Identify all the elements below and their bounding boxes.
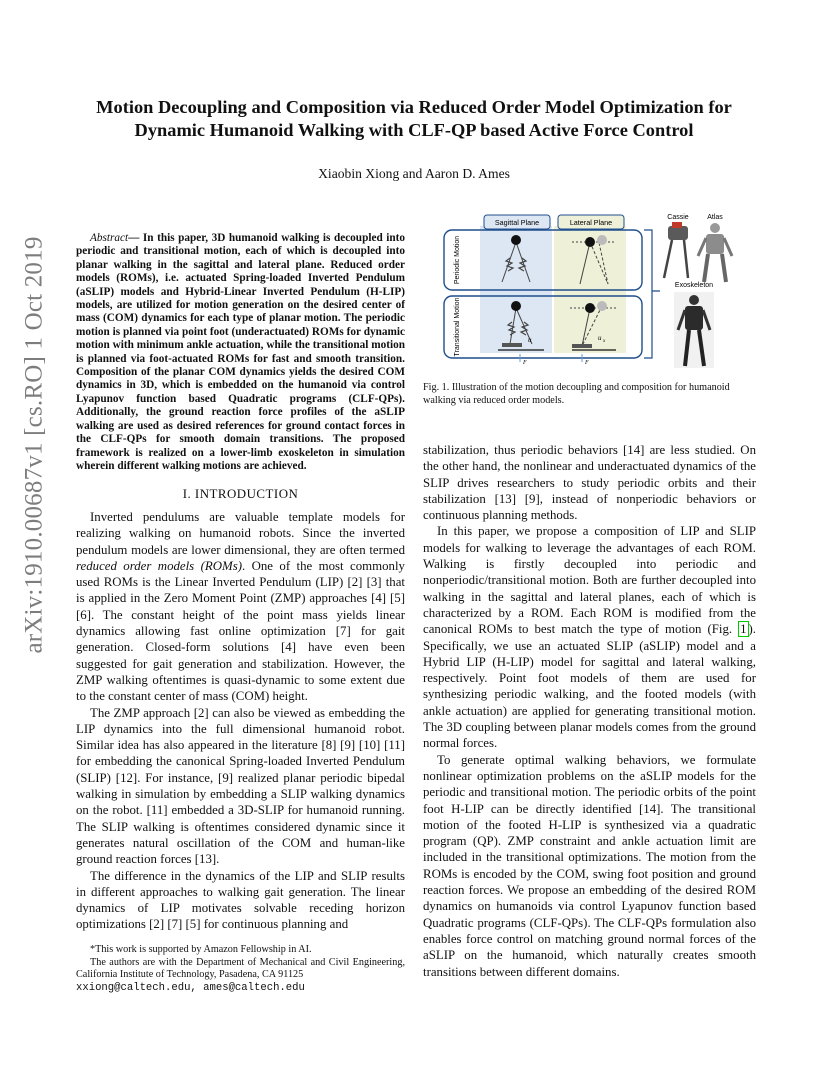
header-sagittal: Sagittal Plane xyxy=(494,218,540,227)
arxiv-stamp: arXiv:1910.00687v1 [cs.RO] 1 Oct 2019 xyxy=(21,236,49,654)
exoskeleton-image xyxy=(674,292,714,368)
authors: Xiaobin Xiong and Aaron D. Ames xyxy=(318,166,510,181)
svg-text:u: u xyxy=(598,334,602,342)
transitional-lateral-ghost-mass xyxy=(597,301,607,311)
title-line-1: Motion Decoupling and Composition via Reduced Order Model Optimization for xyxy=(96,97,732,117)
abstract-text: In this paper, 3D humanoid walking is decoupled into periodic and transitional motion, each of which is decoupled into planar walking in the sagittal and lateral plane. Reduced order models (ROMs), i.e. actuated Spring-loaded Inverted Pendulum (aSLIP) models and Hybrid-Linear Inverted Pendulum (H-LIP) models, are utilized for motion generation on the desired center of mass (COM) dynamics for each type of planar motion. The periodic motion is planned via point foot (underactuated) ROMs for dynamic motion with minimum ankle actuation, while the transitional motion is planned via foot-actuated ROMs for fast and smooth transition. Composition of the planar COM dynamics yields the desired COM dynamics in 3D, which is embedded on the humanoid via control Lyapunov function based Quadratic programs (CLF-QPs). Additionally, the ground reaction force profiles of the aSLIP walking are used as desired references for ground contact forces in the CLF-QPs for smooth domain transitions. The proposed framework is realized on a lower-limb exoskeleton in simulation wherein different walking motions are achieved. xyxy=(76,232,405,472)
svg-text:F: F xyxy=(585,360,589,366)
paper-title xyxy=(60,96,768,142)
figure-caption: Fig. 1. Illustration of the motion decoupling and composition for humanoid walking via reduced order models. xyxy=(423,382,730,406)
figure-diagram xyxy=(432,206,758,376)
footnote: *This work is supported by Amazon Fellowship in AI. The authors are with the Department of Mechanical and Civil Engineering, California Institute of Technology, Pasadena, CA 91125 xxiong@caltech.edu, ames@caltech.edu xyxy=(76,944,405,995)
label-cassie: Cassie xyxy=(667,214,689,221)
intro-paragraph-1: Inverted pendulums are valuable template models for realizing walking on humanoid robots. Since the inverted pendulum models are lower dimensional, they are often termed reduced order models (ROMs). One of the most commonly used ROMs is the Linear Inverted Pendulum (LIP) [2] [3] that is applied in the Zero Moment Point (ZMP) approaches [4] [5] [6]. The constant height of the point mass yields linear dynamics allowing fast online optimization [7] for gait generation. Closed-form solutions [4] have even been suggested for gait generation and stabilization. However, the ZMP walking oftentimes is quasi-dynamic to some extent due to the constant center of mass (COM) height. xyxy=(76,510,405,704)
transitional-sagittal-mass xyxy=(511,301,521,311)
periodic-sagittal-mass xyxy=(511,235,521,245)
row-label-transitional: Transitional Motion xyxy=(454,297,461,357)
right-paragraph-2: In this paper, we propose a composition of LIP and SLIP models for walking to leverage the advantages of each ROM. Walking is firstly decoupled into periodic and nonperiodic/transitional motion. Both are further decoupled into walking in the sagittal and lateral planes, each of which is characterized by a ROM. Each ROM is modified from the canonical ROMs to best match the type of motion (Fig. 1 ). Specifically, we use an actuated SLIP (aSLIP) model and a Hybrid LIP (H-LIP) model for sagittal and lateral walking, respectively. Point foot models of them are used for synthesizing periodic walking, and the footed models (with ankle actuation) are applied for generating transitional motion. The 3D coupling between planar models comes from the ground normal forces. xyxy=(423,524,756,751)
intro-paragraph-2: The ZMP approach [2] can also be viewed as embedding the LIP dynamics into the full dimensional humanoid robot. Similar idea has also appeared in the literature [8] [9] [10] [11] for embedding the canonical Spring-loaded Inverted Pendulum (SLIP) [12]. For instance, [9] realized planar periodic bipedal walking in simulation by embedding a SLIP walking dynamics on the robot. [11] embedded a 3D-SLIP for humanoid running. The SLIP walking is oftentimes considered dynamic since it generates natural oscillation of the COM and human-like ground reaction forces [13]. xyxy=(76,705,405,867)
transitional-lateral-mass xyxy=(585,303,595,313)
svg-text:x: x xyxy=(603,339,606,344)
svg-text:u: u xyxy=(528,336,532,344)
row-label-periodic: Periodic Motion xyxy=(454,235,461,285)
header-lateral: Lateral Plane xyxy=(569,218,613,227)
section-heading: I. INTRODUCTION xyxy=(182,487,299,501)
figure-reference-link[interactable]: 1 xyxy=(740,622,747,637)
robots-bracket xyxy=(644,230,660,358)
label-exoskeleton: Exoskeleton xyxy=(674,282,714,289)
periodic-lateral-ghost-mass xyxy=(597,235,607,245)
right-paragraph-1: stabilization, thus periodic behaviors [14] are less studied. On the other hand, the nonlinear and underactuated dynamics of the SLIP drives researchers to study periodic orbits and their stabilization [13] [9], instead of nonperiodic behaviors or continuous planning methods. xyxy=(423,443,756,523)
label-atlas: Atlas xyxy=(707,214,723,221)
transitional-lateral-foot xyxy=(572,344,592,348)
periodic-lateral-mass xyxy=(585,237,595,247)
abstract-label: Abstract xyxy=(90,232,129,244)
right-column-body xyxy=(423,442,756,980)
introduction-body xyxy=(76,509,405,933)
transitional-sagittal-foot xyxy=(502,343,522,347)
cassie-robot-image xyxy=(664,222,688,278)
right-paragraph-3: To generate optimal walking behaviors, we formulate nonlinear optimization problems on the aSLIP models for the periodic and transitional motion. The periodic orbits of the point foot H-LIP can be directly identified [14]. The transitional motion of the footed H-LIP is synthesized via a quadratic program (QP). ZMP constraint and ankle actuation limit are included in the transitional optimizations. The motion from the ROMs is encoded by the COM, swing foot position and ground reaction forces. We propose an embedding of the desired ROM dynamics on humanoids via control Lyapunov function based Quadratic programs (CLF-QPs). The CLF-QPs formulation also enables force control on matching ground normal forces of the aSLIP on the humanoid, which naturally creates smooth transitions between different domains. xyxy=(423,752,756,979)
author-emails: xxiong@caltech.edu, ames@caltech.edu xyxy=(76,982,305,995)
svg-text:F: F xyxy=(523,360,527,366)
title-line-2: Dynamic Humanoid Walking with CLF-QP based Active Force Control xyxy=(134,120,694,140)
abstract: Abstract— In this paper, 3D humanoid walking is decoupled into periodic and transitional motion, each of which is decoupled into planar walking in the sagittal and lateral plane. Reduced order models (ROMs), i.e. actuated Spring-loaded Inverted Pendulum (aSLIP) models and Hybrid-Linear Inverted Pendulum (H-LIP) models, are utilized for motion generation on the desired center of mass (COM) dynamics for each type of planar motion. The periodic motion is planned via point foot (underactuated) ROMs for dynamic motion with minimum ankle actuation, while the transitional motion is planned via foot-actuated ROMs for fast and smooth transition. Composition of the planar COM dynamics yields the desired COM dynamics in 3D, which is embedded on the humanoid via control Lyapunov function based Quadratic programs (CLF-QPs). Additionally, the ground reaction force profiles of the aSLIP walking are used as desired references for ground contact forces in the CLF-QPs for smooth domain transitions. The proposed framework is realized on a lower-limb exoskeleton in simulation wherein different walking motions are achieved. xyxy=(76,232,405,472)
figure-1 xyxy=(432,206,758,376)
intro-paragraph-3: The difference in the dynamics of the LIP and SLIP results in different approaches to walking gait generation. The linear dynamics of LIP motivates solvable receding horizon optimizations [2] [7] [5] for continuous planning and xyxy=(76,868,405,932)
atlas-robot-image xyxy=(698,223,732,282)
